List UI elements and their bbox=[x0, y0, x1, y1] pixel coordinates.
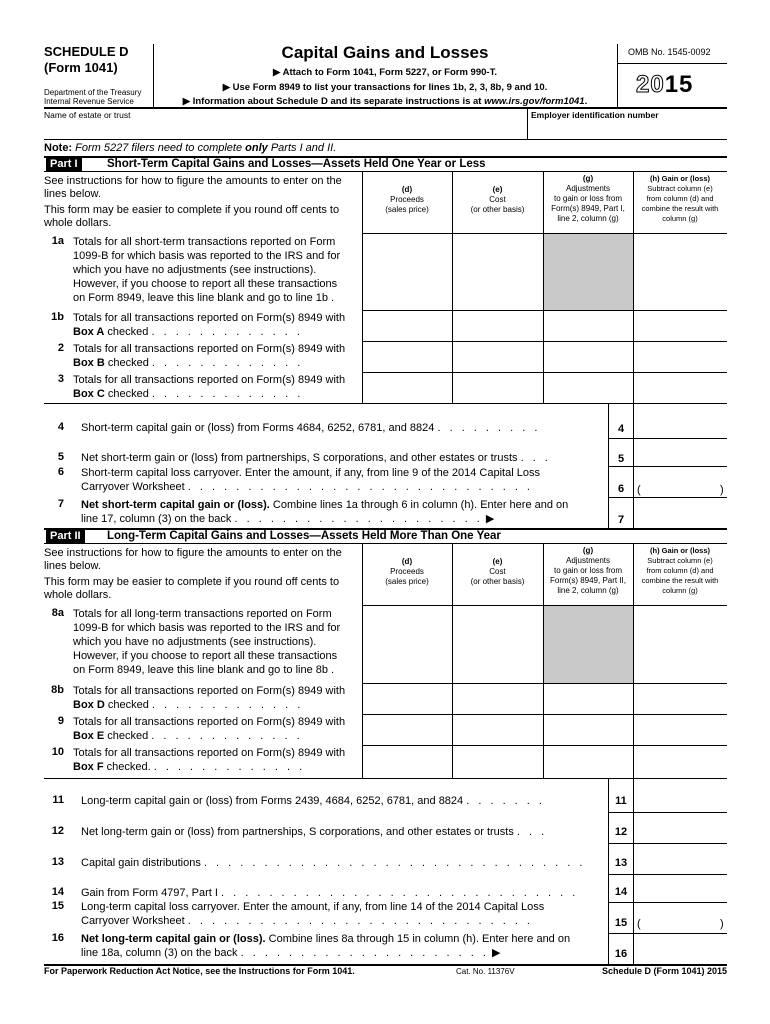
line16-label-2: line 18a, column (3) on the back bbox=[81, 947, 238, 959]
line3-col-d-input[interactable] bbox=[363, 373, 452, 403]
part1-col-g-line1: Adjustments bbox=[565, 184, 611, 193]
line12-number: 12 bbox=[51, 825, 64, 837]
line9-checked: checked bbox=[104, 730, 149, 742]
line9-dots: . . . . . . . . . . . . . bbox=[151, 730, 303, 742]
line1b-dots: . . . . . . . . . . . . . bbox=[151, 326, 303, 338]
line2-box: Box B bbox=[73, 357, 105, 369]
line7-arrow-icon: ▶ bbox=[485, 513, 495, 525]
part2-col-g-line2: to gain or loss from bbox=[553, 566, 623, 575]
part2-label: Part II bbox=[46, 529, 85, 543]
line15-text-1: Long-term capital loss carryover. Enter the amount, if any, from line 14 of the 2014 Capital Loss bbox=[81, 901, 545, 913]
tax-year bbox=[636, 71, 693, 99]
line1b-box: Box A bbox=[73, 326, 105, 338]
part1-round-off-1: This form may be easier to complete if you round off cents to bbox=[44, 204, 340, 216]
line16-bold: Net long-term capital gain or (loss). bbox=[81, 933, 266, 945]
line10-col-h-input[interactable] bbox=[634, 746, 727, 778]
line8a-text-2: 1099-B for which basis was reported to the IRS and for bbox=[73, 622, 341, 634]
line12-label: Net long-term gain or (loss) from partnerships, S corporations, and other estates or trusts bbox=[81, 826, 514, 838]
line15-label: Carryover Worksheet bbox=[81, 915, 185, 927]
line6-dots: . . . . . . . . . . . . . . . . . . . . . . . . . . . . . bbox=[187, 481, 533, 493]
line1a-col-d-input[interactable] bbox=[363, 234, 452, 310]
line6-paren-open: ( bbox=[637, 484, 641, 496]
part2-col-h-header bbox=[633, 546, 727, 596]
line2-dots: . . . . . . . . . . . . . bbox=[151, 357, 304, 369]
line7-text-1 bbox=[81, 498, 568, 512]
line4-number: 4 bbox=[57, 421, 64, 433]
part2-col-e-letter: (e) bbox=[492, 557, 503, 566]
line3-col-e-input[interactable] bbox=[453, 373, 543, 403]
line9-number: 9 bbox=[57, 715, 64, 727]
line15-box-number: 15 bbox=[614, 917, 628, 929]
line7-number: 7 bbox=[57, 498, 64, 510]
part2-line8a-col-g-shaded bbox=[544, 606, 633, 683]
estate-name-field[interactable] bbox=[44, 120, 524, 138]
line10-col-d-input[interactable] bbox=[363, 746, 452, 778]
part2-title: Long-Term Capital Gains and Losses—Assets Held More Than One Year bbox=[107, 530, 501, 542]
line2-text-2 bbox=[73, 356, 303, 370]
part2-col-h-line4: column (g) bbox=[662, 586, 698, 595]
line4-amount-input[interactable] bbox=[634, 404, 727, 438]
line14-amount-input[interactable] bbox=[634, 875, 727, 902]
instruction-info-period: . bbox=[584, 96, 588, 107]
part1-col-h-line4: column (g) bbox=[662, 214, 698, 223]
line12-amount-input[interactable] bbox=[634, 813, 727, 843]
note-text-b: Parts I and II. bbox=[267, 142, 337, 154]
part1-line1a-col-g-shaded bbox=[544, 234, 633, 310]
line1b-col-d-input[interactable] bbox=[363, 311, 452, 341]
line11-amount-input[interactable] bbox=[634, 779, 727, 812]
ein-field[interactable] bbox=[531, 120, 725, 138]
irs-link[interactable]: www.irs.gov/form1041 bbox=[484, 96, 585, 107]
line1b-col-h-input[interactable] bbox=[634, 311, 727, 341]
line9-box: Box E bbox=[73, 730, 105, 742]
line7-label-2: line 17, column (3) on the back bbox=[81, 513, 232, 525]
ein-label: Employer identification number bbox=[531, 110, 659, 120]
line8a-text-3: which you have no adjustments (see instructions). bbox=[73, 636, 317, 648]
part2-col-e-line1: Cost bbox=[489, 567, 506, 576]
line15-paren-open: ( bbox=[637, 918, 641, 930]
part1-col-d-line1: Proceeds bbox=[390, 195, 424, 204]
instruction-attach: ▶ Attach to Form 1041, Form 5227, or Form 990-T. bbox=[273, 67, 497, 78]
line8a-number: 8a bbox=[51, 607, 64, 619]
line16-label: Combine lines 8a through 15 in column (h). Enter here and on bbox=[265, 933, 571, 945]
part1-col-g-line3: Form(s) 8949, Part I, bbox=[551, 204, 625, 213]
footer-form-id: Schedule D (Form 1041) 2015 bbox=[601, 966, 727, 976]
line7-bold: Net short-term capital gain or (loss). bbox=[81, 499, 270, 511]
line8b-text-1: Totals for all transactions reported on Form(s) 8949 with bbox=[73, 685, 346, 697]
line13-number: 13 bbox=[51, 856, 64, 868]
note-prefix: Note: bbox=[44, 142, 76, 154]
line10-col-e-input[interactable] bbox=[453, 746, 543, 778]
part2-col-g-line4: line 2, column (g) bbox=[557, 586, 619, 595]
line2-checked: checked bbox=[104, 357, 149, 369]
dept-irs: Internal Revenue Service bbox=[44, 97, 134, 106]
line12-dots: . . . bbox=[516, 826, 548, 838]
line16-text-2 bbox=[81, 946, 500, 960]
part1-col-g-line4: line 2, column (g) bbox=[557, 214, 619, 223]
line5-dots: . . . bbox=[520, 452, 551, 464]
line6-text-1: Short-term capital loss carryover. Enter the amount, if any, from line 9 of the 2014 Capital Loss bbox=[81, 467, 540, 479]
line5-label: Net short-term gain or (loss) from partnerships, S corporations, and other estates or trusts bbox=[81, 452, 518, 464]
line3-text-2 bbox=[73, 387, 303, 401]
line7-label: Combine lines 1a through 6 in column (h). Enter here and on bbox=[269, 499, 569, 511]
line8b-box: Box D bbox=[73, 699, 105, 711]
line8a-text-4: However, if you choose to report all these transactions bbox=[73, 650, 338, 662]
line1b-col-e-input[interactable] bbox=[453, 311, 543, 341]
part2-col-d-letter: (d) bbox=[401, 557, 413, 566]
line8b-col-e-input[interactable] bbox=[453, 684, 543, 714]
part1-col-d-line2: (sales price) bbox=[385, 205, 429, 214]
line7-box-number: 7 bbox=[617, 514, 625, 526]
tax-year-bold: 15 bbox=[664, 71, 694, 98]
part2-col-g-letter: (g) bbox=[582, 546, 594, 555]
part2-col-d-line2: (sales price) bbox=[385, 577, 429, 586]
part1-title: Short-Term Capital Gains and Losses—Assets Held One Year or Less bbox=[107, 158, 486, 170]
line8a-col-d-input[interactable] bbox=[363, 606, 452, 683]
footer-paperwork-notice: For Paperwork Reduction Act Notice, see the Instructions for Form 1041. bbox=[44, 966, 355, 976]
part1-see-instructions-2: lines below. bbox=[44, 188, 101, 200]
instruction-info-text: ▶ Information about Schedule D and its separate instructions is at bbox=[182, 96, 485, 107]
line6-box-number: 6 bbox=[617, 483, 625, 495]
line8b-col-h-input[interactable] bbox=[634, 684, 727, 714]
line8b-dots: . . . . . . . . . . . . . bbox=[151, 699, 304, 711]
line1b-col-g-input[interactable] bbox=[544, 311, 633, 341]
part1-label: Part I bbox=[46, 157, 82, 171]
part2-col-d-line1: Proceeds bbox=[390, 567, 424, 576]
line8a-text-1: Totals for all long-term transactions reported on Form bbox=[73, 608, 332, 620]
line11-number: 11 bbox=[52, 794, 64, 806]
line6-label: Carryover Worksheet bbox=[81, 481, 185, 493]
line16-box-number: 16 bbox=[614, 948, 628, 960]
line3-box: Box C bbox=[73, 388, 105, 400]
line4-dots: . . . . . . . . . bbox=[437, 422, 541, 434]
line13-dots: . . . . . . . . . . . . . . . . . . . . . . . . . . . . . . . . bbox=[203, 857, 586, 869]
line2-col-h-input[interactable] bbox=[634, 342, 727, 372]
line10-dots: . . . . . . . . . . . . . bbox=[153, 761, 306, 773]
line1a-text-5: on Form 8949, leave this line blank and go to line 1b . bbox=[73, 292, 335, 304]
part2-see-instructions-1: See instructions for how to figure the amounts to enter on the bbox=[44, 547, 342, 559]
line1a-number: 1a bbox=[51, 235, 64, 247]
line11-text bbox=[81, 794, 545, 808]
line16-text-1 bbox=[81, 932, 570, 946]
line8a-col-e-input[interactable] bbox=[453, 606, 543, 683]
part2-col-d-header bbox=[362, 557, 452, 587]
line1b-number: 1b bbox=[51, 311, 64, 323]
schedule-name: SCHEDULE D bbox=[44, 44, 129, 59]
note-text-a: Form 5227 filers need to complete bbox=[75, 142, 246, 154]
line7-text-2 bbox=[81, 512, 494, 526]
line16-dots: . . . . . . . . . . . . . . . . . . . . . bbox=[240, 947, 489, 959]
line5-box-number: 5 bbox=[617, 453, 625, 465]
part1-col-h-header bbox=[633, 174, 727, 224]
line10-box: Box F bbox=[73, 761, 104, 773]
line10-text-1: Totals for all transactions reported on Form(s) 8949 with bbox=[73, 747, 346, 759]
line6-text-2 bbox=[81, 480, 533, 494]
line8b-text-2 bbox=[73, 698, 303, 712]
line5-amount-input[interactable] bbox=[634, 439, 727, 466]
line15-text-2 bbox=[81, 914, 533, 928]
part2-round-off-2: whole dollars. bbox=[44, 589, 112, 601]
estate-name-label: Name of estate or trust bbox=[44, 110, 131, 120]
line11-box-number: 11 bbox=[615, 795, 627, 807]
line1a-col-e-input[interactable] bbox=[453, 234, 543, 310]
line10-text-2 bbox=[73, 760, 305, 774]
line5-text bbox=[81, 451, 551, 465]
instruction-info bbox=[155, 96, 615, 107]
line9-col-g-input[interactable] bbox=[544, 715, 633, 745]
line14-dots: . . . . . . . . . . . . . . . . . . . . . . . . . . . . . . bbox=[221, 887, 579, 899]
line16-amount-input[interactable] bbox=[634, 934, 727, 964]
line12-box-number: 12 bbox=[614, 826, 628, 838]
line1a-text-4: However, if you choose to report all these transactions bbox=[73, 278, 338, 290]
form-title: Capital Gains and Losses bbox=[281, 43, 489, 62]
part1-col-g-line2: to gain or loss from bbox=[553, 194, 623, 203]
line1a-text-2: 1099-B for which basis was reported to the IRS and for bbox=[73, 250, 341, 262]
line11-dots: . . . . . . . bbox=[466, 795, 545, 807]
part2-col-h-letter: (h) Gain or (loss) bbox=[650, 546, 710, 555]
line1a-text-1: Totals for all short-term transactions reported on Form bbox=[73, 236, 336, 248]
line15-paren-close: ) bbox=[720, 918, 724, 930]
line15-number: 15 bbox=[51, 900, 64, 912]
line5-number: 5 bbox=[57, 451, 64, 463]
part1-col-e-letter: (e) bbox=[492, 185, 503, 194]
line14-label: Gain from Form 4797, Part I bbox=[81, 887, 218, 899]
line2-col-d-input[interactable] bbox=[363, 342, 452, 372]
line15-dots: . . . . . . . . . . . . . . . . . . . . . . . . . . . . . bbox=[187, 915, 533, 927]
line14-text bbox=[81, 886, 578, 900]
line10-col-g-input[interactable] bbox=[544, 746, 633, 778]
part1-see-instructions-1: See instructions for how to figure the amounts to enter on the bbox=[44, 175, 342, 187]
line3-text-1: Totals for all transactions reported on Form(s) 8949 with bbox=[73, 374, 346, 386]
line8a-text-5: on Form 8949, leave this line blank and go to line 8b . bbox=[73, 664, 335, 676]
part1-col-d-header bbox=[362, 185, 452, 215]
note-only: only bbox=[245, 142, 268, 154]
footer-cat-number: Cat. No. 11376V bbox=[456, 967, 515, 976]
part2-col-h-line1: Subtract column (e) bbox=[647, 556, 713, 565]
part1-col-h-line2: from column (d) and bbox=[646, 194, 714, 203]
line9-col-d-input[interactable] bbox=[363, 715, 452, 745]
line4-text bbox=[81, 421, 540, 435]
line1b-text-1: Totals for all transactions reported on Form(s) 8949 with bbox=[73, 312, 346, 324]
line2-number: 2 bbox=[57, 342, 64, 354]
part1-col-g-header bbox=[543, 174, 633, 224]
line2-col-e-input[interactable] bbox=[453, 342, 543, 372]
part1-col-h-line1: Subtract column (e) bbox=[647, 184, 713, 193]
line13-label: Capital gain distributions bbox=[81, 857, 201, 869]
part1-col-e-header bbox=[452, 185, 543, 215]
line9-text-1: Totals for all transactions reported on Form(s) 8949 with bbox=[73, 716, 346, 728]
line1b-checked: checked bbox=[104, 326, 149, 338]
line1b-text-2 bbox=[73, 325, 303, 339]
line15-amount-input[interactable] bbox=[634, 903, 727, 933]
line4-box-number: 4 bbox=[617, 423, 625, 435]
line16-number: 16 bbox=[51, 932, 64, 944]
line13-amount-input[interactable] bbox=[634, 844, 727, 874]
line9-col-e-input[interactable] bbox=[453, 715, 543, 745]
line9-text-2 bbox=[73, 729, 303, 743]
part1-col-d-letter: (d) bbox=[401, 185, 413, 194]
omb-number: OMB No. 1545-0092 bbox=[628, 47, 711, 57]
line8a-col-h-input[interactable] bbox=[634, 606, 727, 683]
part1-col-e-line2: (or other basis) bbox=[470, 205, 525, 214]
part1-col-h-letter: (h) Gain or (loss) bbox=[650, 174, 710, 183]
line14-box-number: 14 bbox=[614, 886, 628, 898]
part2-col-g-header bbox=[543, 546, 633, 596]
line8b-checked: checked bbox=[104, 699, 149, 711]
line8b-col-d-input[interactable] bbox=[363, 684, 452, 714]
line10-checked: checked. bbox=[103, 761, 151, 773]
part1-col-e-line1: Cost bbox=[489, 195, 506, 204]
part2-round-off-1: This form may be easier to complete if you round off cents to bbox=[44, 576, 340, 588]
line12-text bbox=[81, 825, 547, 839]
line14-number: 14 bbox=[51, 886, 64, 898]
part2-col-g-line1: Adjustments bbox=[565, 556, 611, 565]
part2-col-h-line3: combine the result with bbox=[641, 576, 719, 585]
line13-text bbox=[81, 856, 585, 870]
part2-col-g-line3: Form(s) 8949, Part II, bbox=[549, 576, 627, 585]
part1-col-g-letter: (g) bbox=[582, 174, 594, 183]
line6-number: 6 bbox=[57, 466, 64, 478]
part2-col-e-line2: (or other basis) bbox=[470, 577, 525, 586]
line3-checked: checked bbox=[104, 388, 149, 400]
line3-col-g-input[interactable] bbox=[544, 373, 633, 403]
line8b-number: 8b bbox=[51, 684, 64, 696]
dept-treasury: Department of the Treasury bbox=[44, 88, 142, 97]
part2-see-instructions-2: lines below. bbox=[44, 560, 101, 572]
form-number: (Form 1041) bbox=[44, 60, 118, 75]
line7-dots: . . . . . . . . . . . . . . . . . . . . . bbox=[234, 513, 483, 525]
line7-amount-input[interactable] bbox=[634, 498, 727, 528]
part1-round-off-2: whole dollars. bbox=[44, 217, 112, 229]
line16-arrow-icon: ▶ bbox=[491, 947, 501, 959]
part2-col-e-header bbox=[452, 557, 543, 587]
tax-year-outline: 20 bbox=[636, 71, 665, 98]
line6-paren-close: ) bbox=[720, 484, 724, 496]
part1-col-h-line3: combine the result with bbox=[641, 204, 719, 213]
line4-label: Short-term capital gain or (loss) from Forms 4684, 6252, 6781, and 8824 bbox=[81, 422, 435, 434]
line2-col-g-input[interactable] bbox=[544, 342, 633, 372]
line3-col-h-input[interactable] bbox=[634, 373, 727, 403]
line6-amount-input[interactable] bbox=[634, 467, 727, 497]
line1a-text bbox=[73, 235, 363, 305]
line9-col-h-input[interactable] bbox=[634, 715, 727, 745]
line3-number: 3 bbox=[57, 373, 64, 385]
line10-number: 10 bbox=[51, 746, 64, 758]
line1a-text-3: which you have no adjustments (see instructions). bbox=[73, 264, 317, 276]
line1a-col-h-input[interactable] bbox=[634, 234, 727, 310]
instruction-8949: ▶ Use Form 8949 to list your transactions for lines 1b, 2, 3, 8b, 9 and 10. bbox=[222, 82, 548, 93]
line8a-text bbox=[73, 607, 363, 677]
note bbox=[44, 142, 336, 154]
part2-col-h-line2: from column (d) and bbox=[646, 566, 714, 575]
line13-box-number: 13 bbox=[614, 857, 628, 869]
line3-dots: . . . . . . . . . . . . . bbox=[151, 388, 304, 400]
line8b-col-g-input[interactable] bbox=[544, 684, 633, 714]
line2-text-1: Totals for all transactions reported on Form(s) 8949 with bbox=[73, 343, 346, 355]
line11-label: Long-term capital gain or (loss) from Forms 2439, 4684, 6252, 6781, and 8824 bbox=[81, 795, 464, 807]
